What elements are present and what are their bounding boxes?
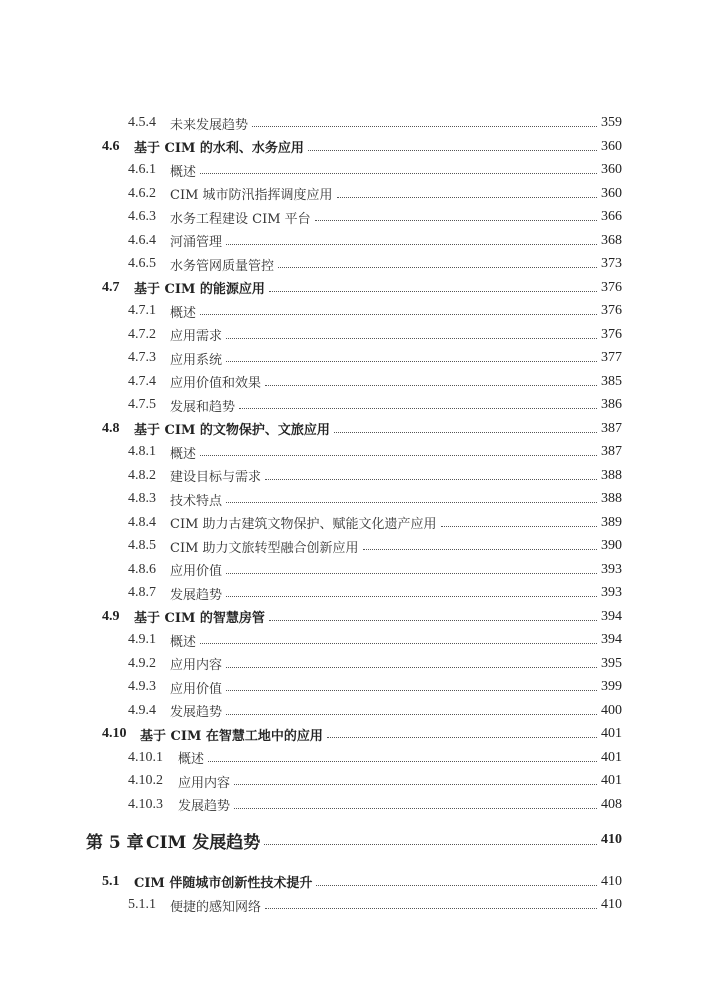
toc-page-number: 388 (601, 491, 622, 506)
toc-subsection (128, 300, 622, 322)
toc-section (102, 418, 622, 440)
toc-page-number: 394 (601, 608, 622, 624)
toc-title: 发展和趋势 (170, 399, 236, 415)
toc-subsection (128, 324, 622, 346)
toc-page-number: 359 (601, 115, 622, 130)
toc-subsection (128, 371, 622, 393)
toc-page-number: 377 (601, 350, 622, 365)
toc-section (102, 871, 622, 893)
toc-title: 未来发展趋势 (170, 117, 249, 133)
toc-title: 应用价值和效果 (170, 376, 262, 391)
toc-title: CIM 伴随城市创新性技术提升 (134, 876, 313, 891)
toc-page-number: 401 (601, 773, 622, 788)
toc-page-number: 376 (601, 303, 622, 318)
toc-number: 4.7 (102, 279, 120, 295)
toc-title: 基于 CIM 的智慧房管 (134, 611, 265, 626)
toc-page-number: 393 (601, 585, 622, 600)
toc-number: 4.9 (102, 608, 120, 624)
toc-title: 应用需求 (170, 329, 223, 344)
dot-leader (226, 230, 597, 252)
toc-number: 4.6 (102, 138, 120, 154)
toc-subsection (128, 770, 622, 792)
toc-subsection (128, 653, 622, 675)
toc-number: 4.10.3 (128, 796, 163, 812)
toc-page-number: 408 (601, 796, 622, 812)
toc-page-number: 401 (601, 749, 622, 765)
toc-title: 应用系统 (170, 352, 223, 368)
toc-title: 发展趋势 (170, 587, 223, 603)
toc-page-number: 373 (601, 256, 622, 271)
toc-number: 4.8.2 (128, 467, 156, 483)
toc-number: 4.7.5 (128, 397, 156, 412)
toc-title: 便捷的感知网络 (170, 899, 262, 915)
toc-number: 5.1.1 (128, 897, 156, 912)
dot-leader (226, 324, 597, 346)
toc-number: 4.6.1 (128, 162, 156, 177)
dot-leader (226, 559, 597, 581)
toc-subsection (128, 629, 622, 651)
toc-title: 概述 (170, 634, 197, 650)
toc-page-number: 394 (601, 632, 622, 647)
toc-page-number: 376 (601, 326, 622, 342)
toc-subsection (128, 676, 622, 698)
toc-subsection (128, 488, 622, 510)
dot-leader (200, 629, 597, 651)
toc-number: 4.7.1 (128, 303, 156, 318)
toc-subsection (128, 582, 622, 604)
dot-leader (226, 676, 597, 698)
toc-title: 基于 CIM 的能源应用 (134, 282, 265, 297)
toc-page-number: 360 (601, 138, 622, 154)
toc-page-number: 360 (601, 162, 622, 177)
toc-title: CIM 助力古建筑文物保护、赋能文化遗产应用 (170, 517, 437, 532)
dot-leader (234, 794, 597, 816)
toc-number: 4.9.2 (128, 655, 156, 671)
toc-number: 4.8.4 (128, 514, 156, 530)
dot-leader (226, 582, 597, 604)
toc-number: 4.7.3 (128, 350, 156, 365)
toc-section (102, 723, 622, 745)
dot-leader (269, 606, 597, 628)
toc-title: 概述 (170, 446, 197, 462)
dot-leader (200, 441, 597, 463)
toc-number: 4.8.1 (128, 444, 156, 459)
toc-page-number: 387 (601, 444, 622, 459)
toc-subsection (128, 347, 622, 369)
toc-number: 4.10.2 (128, 773, 163, 788)
toc-page-number: 390 (601, 538, 622, 553)
toc-page-number: 410 (601, 897, 622, 912)
toc-subsection (128, 794, 622, 816)
dot-leader (315, 206, 597, 228)
dot-leader (265, 894, 597, 916)
toc-page-number: 410 (601, 873, 622, 889)
toc-page-number: 387 (601, 420, 622, 436)
toc-number: 4.9.4 (128, 702, 156, 718)
toc-number: 4.7.4 (128, 373, 156, 389)
dot-leader (269, 277, 597, 299)
dot-leader (337, 183, 597, 205)
toc-subsection (128, 230, 622, 252)
toc-title: 河涌管理 (170, 235, 223, 250)
toc-page-number: 401 (601, 726, 622, 741)
toc-subsection (128, 465, 622, 487)
toc-page-number: 400 (601, 702, 622, 718)
dot-leader (363, 535, 597, 557)
toc-number: 4.7.2 (128, 326, 156, 342)
toc-title: 水务管网质量管控 (170, 258, 275, 274)
toc-title: 应用内容 (170, 658, 223, 673)
toc-page-number: 366 (601, 209, 622, 224)
toc-subsection (128, 159, 622, 181)
toc-subsection (128, 441, 622, 463)
toc-number: 4.10 (102, 726, 127, 741)
toc-subsection (128, 394, 622, 416)
toc-title: 基于 CIM 的文物保护、文旅应用 (134, 423, 330, 438)
toc-number: 4.6.4 (128, 232, 156, 248)
toc-page-number: 368 (601, 232, 622, 248)
dot-leader (208, 747, 597, 769)
toc-number: 4.8.3 (128, 491, 156, 506)
toc-subsection (128, 894, 622, 916)
toc-title: 基于 CIM 的水利、水务应用 (134, 141, 304, 156)
toc-number: 5.1 (102, 873, 120, 889)
toc-page-number: 376 (601, 279, 622, 295)
dot-leader (278, 253, 597, 275)
toc-title: CIM 发展趋势 (146, 832, 261, 853)
toc-number: 4.6.5 (128, 256, 156, 271)
toc-title: 发展趋势 (178, 799, 231, 814)
dot-leader (334, 418, 597, 440)
toc-number: 4.6.2 (128, 185, 156, 201)
dot-leader (265, 371, 597, 393)
toc-page-number: 360 (601, 185, 622, 201)
toc-page-number: 388 (601, 467, 622, 483)
toc-subsection (128, 512, 622, 534)
dot-leader (265, 465, 597, 487)
dot-leader (200, 300, 597, 322)
dot-leader (226, 347, 597, 369)
toc-subsection (128, 535, 622, 557)
toc-title: 概述 (170, 164, 197, 180)
toc-number: 4.8.6 (128, 561, 156, 577)
toc-number: 4.9.1 (128, 632, 156, 647)
toc-subsection (128, 700, 622, 722)
toc-section (102, 277, 622, 299)
toc-number: 4.5.4 (128, 115, 156, 130)
dot-leader (264, 826, 597, 854)
toc-page-number: 395 (601, 655, 622, 671)
toc-section (102, 136, 622, 158)
toc-title: 概述 (170, 305, 197, 321)
toc-page-number: 399 (601, 679, 622, 694)
toc-title: 应用价值 (170, 564, 223, 579)
toc-title: 建设目标与需求 (170, 470, 262, 485)
toc-title: 水务工程建设 CIM 平台 (170, 211, 311, 227)
toc-chapter (86, 826, 622, 854)
toc-page-number: 389 (601, 514, 622, 530)
toc-number: 4.8 (102, 420, 120, 436)
toc-title: 技术特点 (170, 493, 223, 509)
toc-title: CIM 城市防汛指挥调度应用 (170, 188, 333, 203)
toc-page-number: 410 (601, 832, 622, 847)
toc-subsection (128, 206, 622, 228)
toc-number: 4.10.1 (128, 749, 163, 765)
toc-title: 应用内容 (178, 775, 231, 791)
dot-leader (239, 394, 597, 416)
toc-title: 应用价值 (170, 681, 223, 697)
toc-number: 4.8.5 (128, 538, 156, 553)
dot-leader (308, 136, 597, 158)
toc-subsection (128, 253, 622, 275)
toc-number: 4.6.3 (128, 209, 156, 224)
toc-title: CIM 助力文旅转型融合创新应用 (170, 540, 359, 556)
dot-leader (226, 700, 597, 722)
dot-leader (441, 512, 597, 534)
toc-section (102, 606, 622, 628)
toc-subsection (128, 183, 622, 205)
toc-page-number: 385 (601, 373, 622, 389)
dot-leader (316, 871, 597, 893)
toc-number: 4.8.7 (128, 585, 156, 600)
toc-page-number: 386 (601, 397, 622, 412)
toc-page-number: 393 (601, 561, 622, 577)
toc-subsection (128, 747, 622, 769)
toc-subsection (128, 112, 622, 134)
toc-title: 概述 (178, 752, 205, 767)
dot-leader (252, 112, 597, 134)
dot-leader (200, 159, 597, 181)
toc-number: 第 5 章 (86, 832, 144, 853)
toc-number: 4.9.3 (128, 679, 156, 694)
toc-subsection (128, 559, 622, 581)
toc-title: 发展趋势 (170, 705, 223, 720)
dot-leader (234, 770, 597, 792)
dot-leader (226, 488, 597, 510)
dot-leader (226, 653, 597, 675)
toc-title: 基于 CIM 在智慧工地中的应用 (140, 728, 323, 744)
dot-leader (327, 723, 597, 745)
